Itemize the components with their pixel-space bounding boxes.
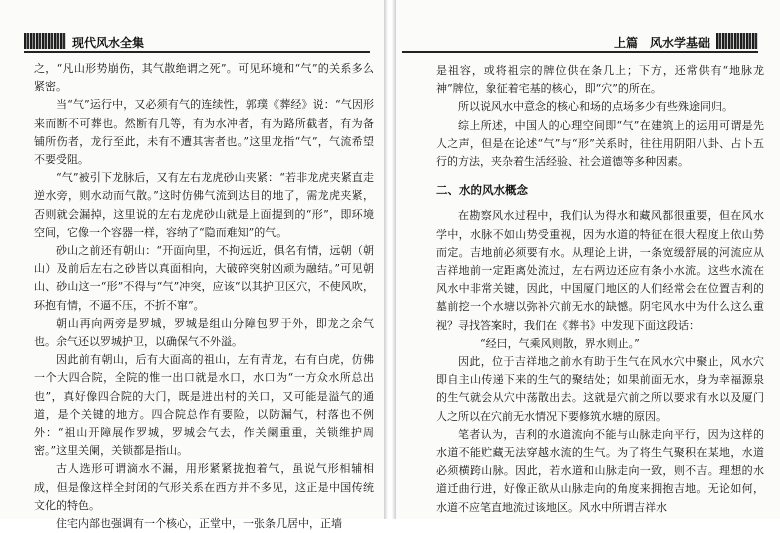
section-title: 上篇 风水学基础 bbox=[613, 36, 710, 50]
book-spine bbox=[384, 0, 396, 519]
right-page-body bbox=[436, 62, 764, 517]
paragraph: “气”被引下龙脉后，又有左右龙虎砂山夹紧：“若非龙虎夹紧直走逆水旁，则水动而气散。”这时仿佛气流到达目的地了，需龙虎夹紧，否则就会漏掉，这里说的左右龙虎砂山就是上面提到的“形”，即环境空间，它像一个容器一样，容纳了“隐而难知”的气。 bbox=[34, 171, 374, 239]
section-heading: 二、水的风水概念 bbox=[436, 183, 528, 198]
paragraph: 笔者认为，吉利的水道流向不能与山脉走向平行，因为这样的水道不能贮藏无法穿越水流的生气。为了将生气聚积在某地，水道必须横跨山脉。因此，若水道和山脉走向一致，则不吉。理想的水道迁曲行进，好像正欲从山脉走向的角度来拥抱吉地。无论如何，水道不应笔直地流过该地区。风水中所谓吉祥水 bbox=[436, 427, 764, 514]
paragraph: 所以说风水中意念的核心和场的点场多少有些殊途同归。 bbox=[458, 100, 733, 114]
left-page bbox=[0, 0, 384, 531]
paragraph: 在勘察风水过程中，我们认为得水和藏风都很重要，但在风水学中，水脉不如山势受重视，因为水道的特征在很大程度上依山势而定。吉地前必须要有水。从理论上讲，一条宽缓舒展的河流应从吉祥地前一定距离处流过，左右两边还应有条小水流。这些水流在风水中非常关键，因此，中国厦门地区的人们经常会在位置吉利的墓前挖一个水塘以弥补穴前无水的缺憾。阴宅风水中为什么这么重视？寻找答案时，我们在《葬书》中发现下面这段话： bbox=[436, 209, 764, 332]
paragraph: 综上所述，中国人的心理空间即“气”在建筑上的运用可谓是先人之声，但是在论述“气”与“形”关系时，往往用阴阳八卦、占卜五行的方法，夹杂着生活经验、社会道德等多种因素。 bbox=[436, 118, 764, 169]
paragraph: 住宅内部也强调有一个核心，正堂中，一张条几居中，正墙 bbox=[56, 517, 342, 531]
paragraph: 之，“凡山形势崩伤，其气散绝谓之死”。可见环境和“气”的关系多么紧密。 bbox=[34, 62, 374, 94]
header-ornament bbox=[24, 33, 66, 49]
paragraph: 当“气”运行中，又必须有气的连续性，郭璞《葬经》说：“气因形来而断不可葬也。然断有几等，有为水冲者，有为路所截者，有为备铺所伤者，龙行至此，未有不遭其害者也。”这里龙指“气”，气流希望不要受阻。 bbox=[34, 98, 374, 167]
paragraph: 因此，位于吉祥地之前水有助于生气在风水穴中聚止，风水穴即自主山传递下来的生气的聚结处；如果前面无水，身为幸福源泉的生气就会从穴中荡散出去。这就是穴前之所以要求有水以及厦门人之所以在穴前无水情况下要修筑水塘的原因。 bbox=[436, 355, 764, 423]
header-rule bbox=[24, 51, 370, 53]
paragraph: 因此前有朝山，后有大面高的祖山，左有青龙，右有白虎，仿佛一个大四合院，全院的惟一出口就是水口，水口为“一方众水所总出也”，真好像四合院的大门，既是进出村的关口，又可能是溢气的通道，是个关键的地方。四合院总作有要险，以防漏气，村落也不例外：“祖山开障展作罗城，罗城会气去，作关阑重重，关锁维护周密。”这里关阑，关锁都是指山。 bbox=[34, 353, 374, 458]
right-page bbox=[396, 0, 780, 519]
header-rule bbox=[402, 51, 758, 53]
left-page-header bbox=[24, 31, 370, 53]
paragraph: 砂山之前还有朝山：“开面向里，不拘远近，俱名有情，远朝（朝山）及前后左右之砂皆以真面相向，大破碎突射凶顽为融结。”可见朝山、砂山这一“形”不得与“气”冲突，应该“以其护卫区穴，不使风吹，环抱有情，不逼不压，不折不窜”。 bbox=[34, 244, 374, 312]
paragraph: 朝山再向两旁是罗城，罗城是组山分障包罗于外，即龙之余气也。余气还以罗城护卫，以确保气不外溢。 bbox=[34, 316, 374, 349]
paragraph: 是祖容，或将祖宗的牌位供在条几上；下方，还常供有“地脉龙神”牌位，象征着宅基的核心，即“穴”的所在。 bbox=[436, 64, 764, 96]
quote: “经曰，气乘风则散，界水则止。” bbox=[480, 336, 640, 350]
left-page-body bbox=[34, 60, 374, 533]
header-ornament bbox=[716, 33, 758, 49]
paragraph: 古人选形可谓滴水不漏，用形紧紧拢抱着气，虽说气形相辅相成，但是像这样全封闭的气形关系在西方并不多见，这正是中国传统文化的特色。 bbox=[34, 462, 374, 512]
book-title: 现代风水全集 bbox=[72, 36, 145, 50]
right-page-header bbox=[402, 31, 758, 53]
